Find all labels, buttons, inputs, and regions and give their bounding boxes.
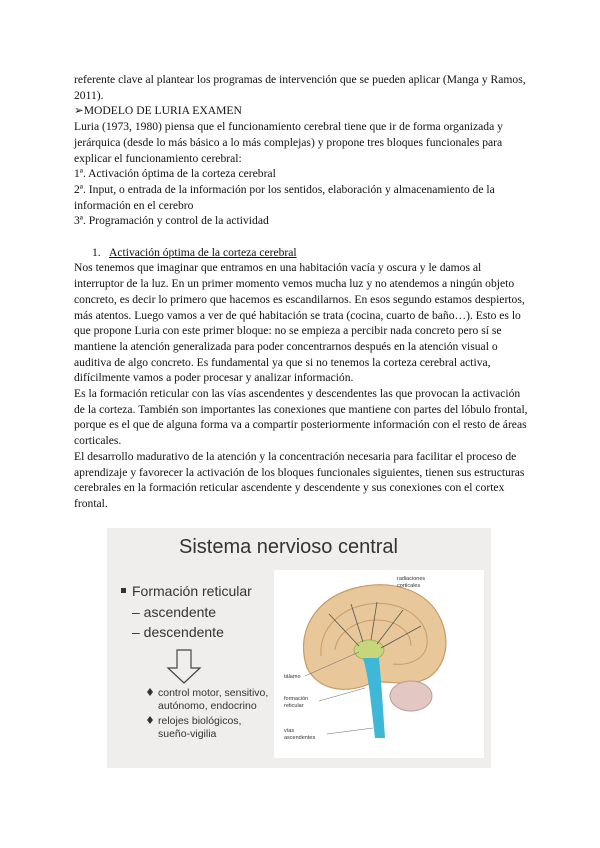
paragraph-formacion-reticular: Es la formación reticular con las vías ascendentes y descendentes las que provocan la activación de la corteza. También son importantes las conexiones que mantiene con partes del lóbulo frontal, porque es el que de alguna forma va a compartir posteriormente información con el resto de áreas corticales.: [74, 387, 528, 448]
brain-illustration: [274, 570, 484, 758]
label-reticular: reticular: [284, 703, 304, 709]
thalamus-shape: [354, 640, 384, 660]
figure-title: Sistema nervioso central: [179, 536, 398, 558]
label-corticales: corticales: [397, 583, 421, 589]
label-formacion: formación: [284, 696, 309, 702]
paragraph-reference: referente clave al plantear los programas de intervención que se pueden aplicar (Manga y Ramos, 2011).: [74, 73, 526, 102]
arrow-bullet-icon: ➢: [74, 104, 84, 118]
heading-number: 1.: [92, 245, 101, 259]
section-heading-luria: [74, 103, 530, 119]
label-vias: vías: [284, 728, 295, 734]
block-item-2: 2ª. Input, o entrada de la información por los sentidos, elaboración y almacenamiento de la información en el cerebro: [74, 182, 495, 212]
label-radiaciones: radiaciones: [397, 576, 426, 582]
sub-ascendente: – ascendente: [132, 604, 217, 620]
document-body: [74, 72, 530, 512]
effect-line-1: control motor, sensitivo,: [158, 687, 269, 699]
paragraph-luria-intro: Luria (1973, 1980) piensa que el funcionamiento cerebral tiene que ir de forma organizada y jerárquica (desde lo más básico a lo más complejas) y propone tres bloques funcionales para explicar el funcionamiento cerebral:: [74, 120, 503, 165]
paragraph-desarrollo: El desarrollo madurativo de la atención y la concentración necesaria para facilitar el proceso de aprendizaje y favorecer la activación de los bloques funcionales siguientes, tienen sus estructuras cerebrales en la formación reticular ascendente y descendente y sus conexiones con el cortex frontal.: [74, 449, 525, 510]
block-item-3: 3ª. Programación y control de la actividad: [74, 214, 269, 228]
snc-figure: [107, 528, 491, 768]
label-ascendentes: ascendentes: [284, 735, 316, 741]
snc-diagram: [107, 528, 491, 768]
label-talamo: tálamo: [284, 674, 301, 680]
sub-descendente: – descendente: [132, 624, 224, 640]
block-item-1: 1ª. Activación óptima de la corteza cerebral: [74, 167, 276, 181]
effect-line-3: relojes biológicos,: [158, 715, 242, 727]
effect-line-2: autónomo, endocrino: [158, 700, 257, 712]
section-heading-text: MODELO DE LURIA EXAMEN: [83, 104, 242, 118]
paragraph-habitacion: Nos tenemos que imaginar que entramos en una habitación vacía y oscura y le damos al interruptor de la luz. En un primer momento vemos mucha luz y no atendemos a ningún objeto concreto, es decir lo primero que hacemos es escandilarnos. En esos segundo estamos despiertos, más atentos. Luego vamos a ver de qué habitación se trata (cocina, cuarto de baño…). Esto es lo que propone Luria con este primer bloque: no se empieza a percibir nada concreto pero sí se mantiene la atención generalizada para poder concentrarnos después en la atención visual o auditiva de algo concreto. Es fundamental ya que si no tenemos la corteza cerebral activa, difícilmente vamos a poder procesar y analizar información.: [74, 261, 525, 385]
bullet-square-icon: [121, 588, 126, 593]
heading-label: Activación óptima de la corteza cerebral: [109, 245, 297, 259]
cerebellum-shape: [390, 681, 432, 711]
effect-line-4: sueño-vigilia: [158, 728, 217, 740]
spacer: [74, 229, 530, 245]
bullet-formacion-reticular: Formación reticular: [132, 583, 252, 599]
numbered-heading: [74, 245, 530, 261]
